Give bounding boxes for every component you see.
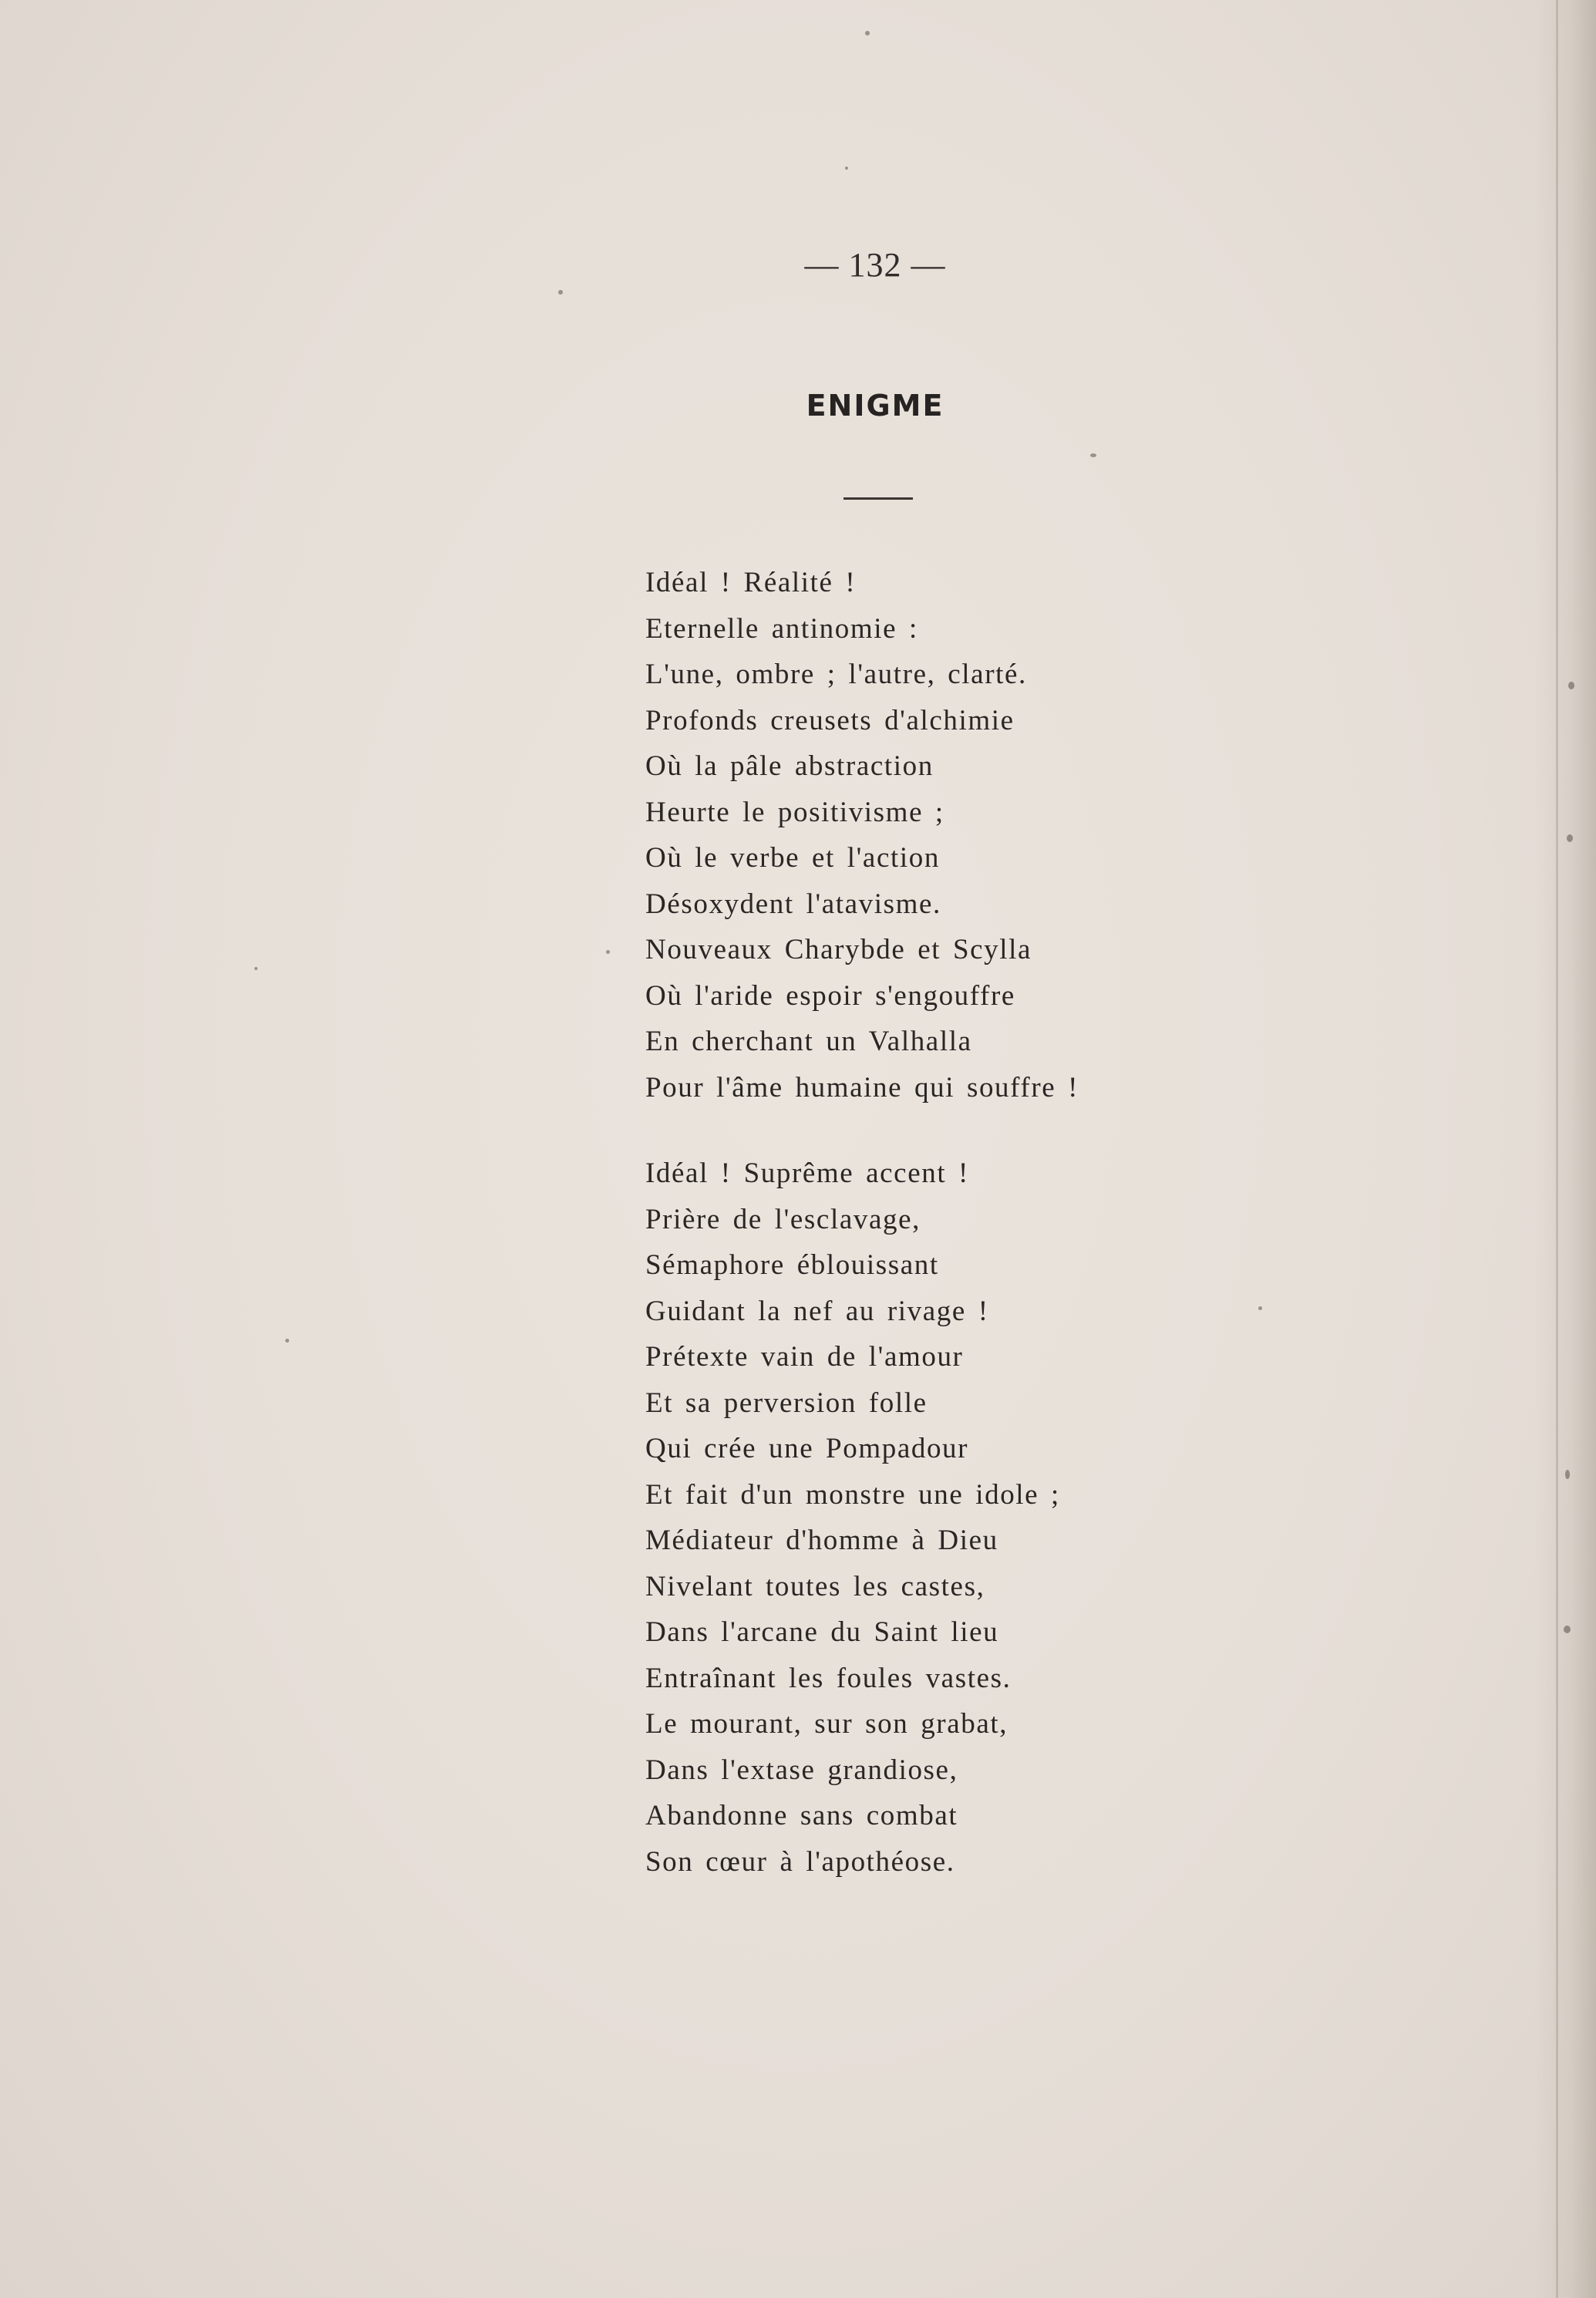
verse-line: Heurte le positivisme ; bbox=[645, 796, 944, 828]
paper-speck bbox=[865, 31, 870, 35]
paper-speck bbox=[285, 1339, 289, 1343]
verse-line: Le mourant, sur son grabat, bbox=[645, 1708, 1008, 1740]
poem-body bbox=[645, 560, 1386, 1885]
verse-line: Prière de l'esclavage, bbox=[645, 1203, 921, 1235]
title-divider bbox=[843, 497, 913, 500]
verse-line: Où le verbe et l'action bbox=[645, 842, 940, 874]
paper-speck bbox=[1564, 1626, 1571, 1633]
verse-line: Profonds creusets d'alchimie bbox=[645, 704, 1015, 736]
paper-speck bbox=[845, 167, 848, 170]
verse-line: Eternelle antinomie : bbox=[645, 612, 918, 645]
verse-line: Idéal ! Réalité ! bbox=[645, 567, 857, 598]
verse-line: Qui crée une Pompadour bbox=[645, 1433, 969, 1464]
paper-speck bbox=[1567, 834, 1573, 842]
verse-line: Où la pâle abstraction bbox=[645, 750, 934, 782]
verse-line: L'une, ombre ; l'autre, clarté. bbox=[645, 659, 1027, 690]
verse-line: Pour l'âme humaine qui souffre ! bbox=[645, 1071, 1079, 1104]
verse-line: Médiateur d'homme à Dieu bbox=[645, 1525, 998, 1556]
paper-speck bbox=[1565, 1470, 1570, 1479]
paper-speck bbox=[558, 290, 563, 295]
verse-line: Où l'aride espoir s'engouffre bbox=[645, 979, 1015, 1012]
poem-title: ENIGME bbox=[806, 389, 944, 423]
verse-line: Et sa perversion folle bbox=[645, 1387, 928, 1419]
verse-line: Son cœur à l'apothéose. bbox=[645, 1845, 955, 1878]
page-number: — 132 — bbox=[804, 246, 946, 284]
paper-speck bbox=[606, 950, 610, 954]
page-edge-shadow bbox=[1534, 0, 1596, 2298]
paper-speck bbox=[1090, 453, 1096, 457]
paper-speck bbox=[1568, 682, 1574, 689]
verse-line: Abandonne sans combat bbox=[645, 1800, 958, 1831]
verse-line: Idéal ! Suprême accent ! bbox=[645, 1157, 969, 1189]
verse-line: Prétexte vain de l'amour bbox=[645, 1341, 964, 1373]
verse-line: Nivelant toutes les castes, bbox=[645, 1570, 985, 1602]
verse-line: Désoxydent l'atavisme. bbox=[645, 888, 941, 920]
verse-line: En cherchant un Valhalla bbox=[645, 1026, 972, 1057]
stanza-2 bbox=[645, 1151, 1386, 1885]
verse-line: Dans l'extase grandiose, bbox=[645, 1754, 958, 1786]
verse-line: Guidant la nef au rivage ! bbox=[645, 1295, 989, 1327]
verse-line: Et fait d'un monstre une idole ; bbox=[645, 1478, 1060, 1511]
stanza-1 bbox=[645, 560, 1386, 1110]
page-fold-line bbox=[1556, 0, 1558, 2298]
verse-line: Entraînant les foules vastes. bbox=[645, 1662, 1012, 1694]
verse-line: Nouveaux Charybde et Scylla bbox=[645, 934, 1032, 965]
paper-speck bbox=[254, 967, 258, 970]
verse-line: Dans l'arcane du Saint lieu bbox=[645, 1616, 999, 1648]
verse-line: Sémaphore éblouissant bbox=[645, 1249, 939, 1281]
